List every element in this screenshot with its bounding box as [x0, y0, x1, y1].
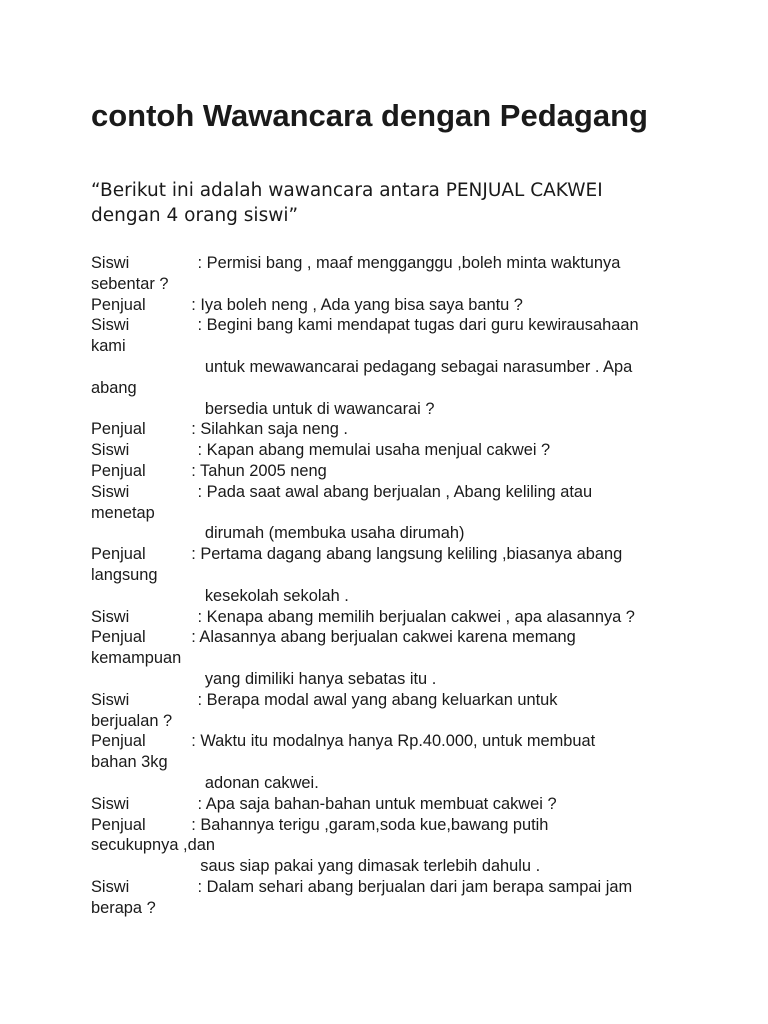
dialog-line: sebentar ?	[91, 274, 169, 293]
dialog-line: Penjual : Alasannya abang berjualan cakwei karena memang	[91, 628, 576, 647]
dialog-line: langsung	[91, 565, 158, 584]
dialog-line: Penjual : Iya boleh neng , Ada yang bisa saya bantu ?	[91, 295, 523, 314]
page-title: contoh Wawancara dengan Pedagang	[91, 98, 648, 133]
dialog-line: Penjual : Bahannya terigu ,garam,soda kue,bawang putih	[91, 815, 549, 834]
dialog-line: Siswi : Kenapa abang memilih berjualan cakwei , apa alasannya ?	[91, 607, 635, 626]
dialog-line: Siswi : Dalam sehari abang berjualan dari jam berapa sampai jam	[91, 877, 633, 896]
interview-dialog	[91, 253, 691, 919]
dialog-line: berjualan ?	[91, 711, 173, 730]
dialog-line: dirumah (membuka usaha dirumah)	[91, 524, 465, 543]
dialog-line: kemampuan	[91, 649, 182, 668]
dialog-line: abang	[91, 378, 137, 397]
dialog-line: Siswi : Begini bang kami mendapat tugas dari guru kewirausahaan	[91, 316, 639, 335]
dialog-line: Siswi : Permisi bang , maaf mengganggu ,boleh minta waktunya	[91, 254, 621, 272]
dialog-line: Penjual : Waktu itu modalnya hanya Rp.40.000, untuk membuat	[91, 732, 596, 751]
dialog-line: yang dimiliki hanya sebatas itu .	[91, 669, 437, 688]
dialog-line: Siswi : Pada saat awal abang berjualan , Abang keliling atau	[91, 482, 593, 501]
dialog-line: menetap	[91, 503, 155, 522]
dialog-line: Penjual : Tahun 2005 neng	[91, 461, 327, 480]
dialog-line: secukupnya ,dan	[91, 836, 215, 855]
dialog-line: Penjual : Silahkan saja neng .	[91, 420, 348, 439]
dialog-line: berapa ?	[91, 898, 156, 917]
dialog-line: Siswi : Kapan abang memulai usaha menjual cakwei ?	[91, 441, 551, 460]
dialog-line: untuk mewawancarai pedagang sebagai narasumber . Apa	[91, 357, 633, 376]
intro-line: dengan 4 orang siswi”	[91, 205, 299, 226]
dialog-line: Siswi : Apa saja bahan-bahan untuk membuat cakwei ?	[91, 794, 557, 813]
dialog-line: bahan 3kg	[91, 753, 168, 772]
dialog-line: saus siap pakai yang dimasak terlebih dahulu .	[91, 857, 541, 876]
dialog-line: Siswi : Berapa modal awal yang abang keluarkan untuk	[91, 690, 558, 709]
dialog-line: Penjual : Pertama dagang abang langsung keliling ,biasanya abang	[91, 545, 623, 564]
intro-line: “Berikut ini adalah wawancara antara PENJUAL CAKWEI	[91, 180, 603, 201]
dialog-line: kami	[91, 337, 126, 356]
intro-paragraph	[91, 178, 691, 228]
dialog-line: adonan cakwei.	[91, 773, 319, 792]
dialog-line: kesekolah sekolah .	[91, 586, 349, 605]
dialog-line: bersedia untuk di wawancarai ?	[91, 399, 435, 418]
